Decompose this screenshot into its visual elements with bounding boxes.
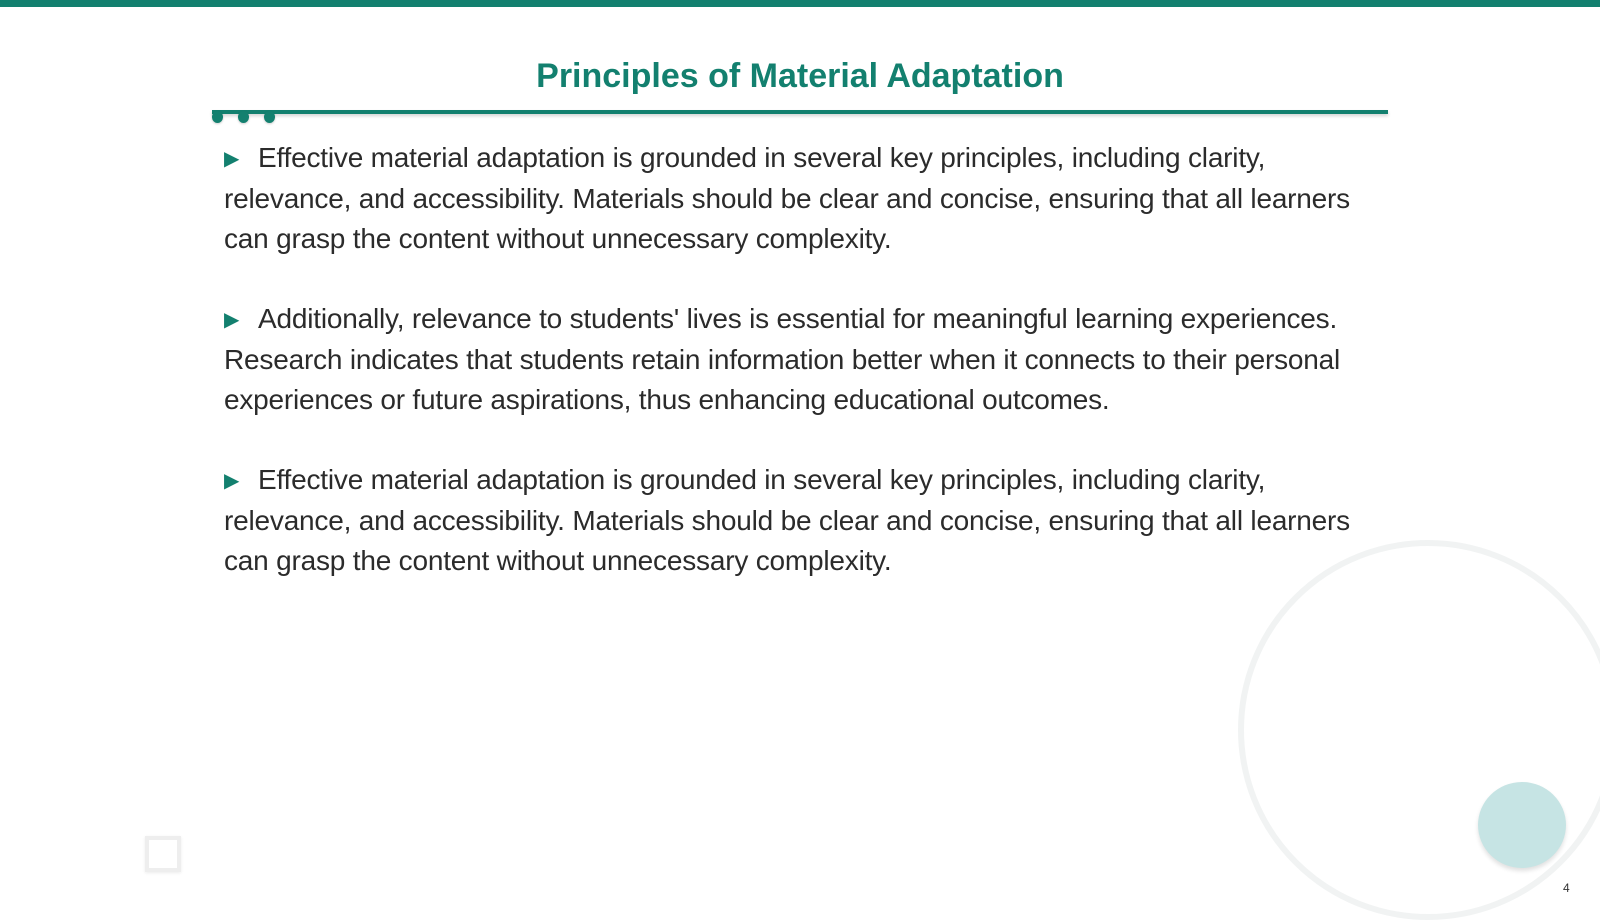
slide-title: Principles of Material Adaptation [536, 57, 1064, 95]
dot-decoration [238, 111, 249, 123]
triangle-right-icon: ▶ [224, 148, 240, 170]
page-number: 4 [1563, 881, 1570, 895]
decorative-dots [212, 111, 282, 125]
title-underline [212, 110, 1388, 114]
triangle-right-icon: ▶ [224, 470, 240, 492]
dot-decoration [264, 111, 275, 123]
decorative-circle-outline [1238, 540, 1600, 920]
bullet-item [224, 299, 1354, 420]
bullet-item [224, 460, 1354, 581]
dot-decoration [212, 111, 223, 123]
decorative-circle-fill [1478, 782, 1566, 868]
top-accent-bar [0, 0, 1600, 7]
bullet-text: Effective material adaptation is grounded in several key principles, including clarity, relevance, and accessibility. Materials should be clear and concise, ensuring that all learners can grasp the content without unnecessary complexity. [224, 464, 1350, 576]
bullet-text: Additionally, relevance to students' lives is essential for meaningful learning experiences. Research indicates that students retain information better when it connects to their personal experiences or future aspirations, thus enhancing educational outcomes. [224, 303, 1341, 415]
bullet-list [224, 138, 1354, 621]
decorative-square [145, 836, 181, 872]
triangle-right-icon: ▶ [224, 309, 240, 331]
bullet-item [224, 138, 1354, 259]
bullet-text: Effective material adaptation is grounded in several key principles, including clarity, relevance, and accessibility. Materials should be clear and concise, ensuring that all learners can grasp the content without unnecessary complexity. [224, 142, 1350, 254]
